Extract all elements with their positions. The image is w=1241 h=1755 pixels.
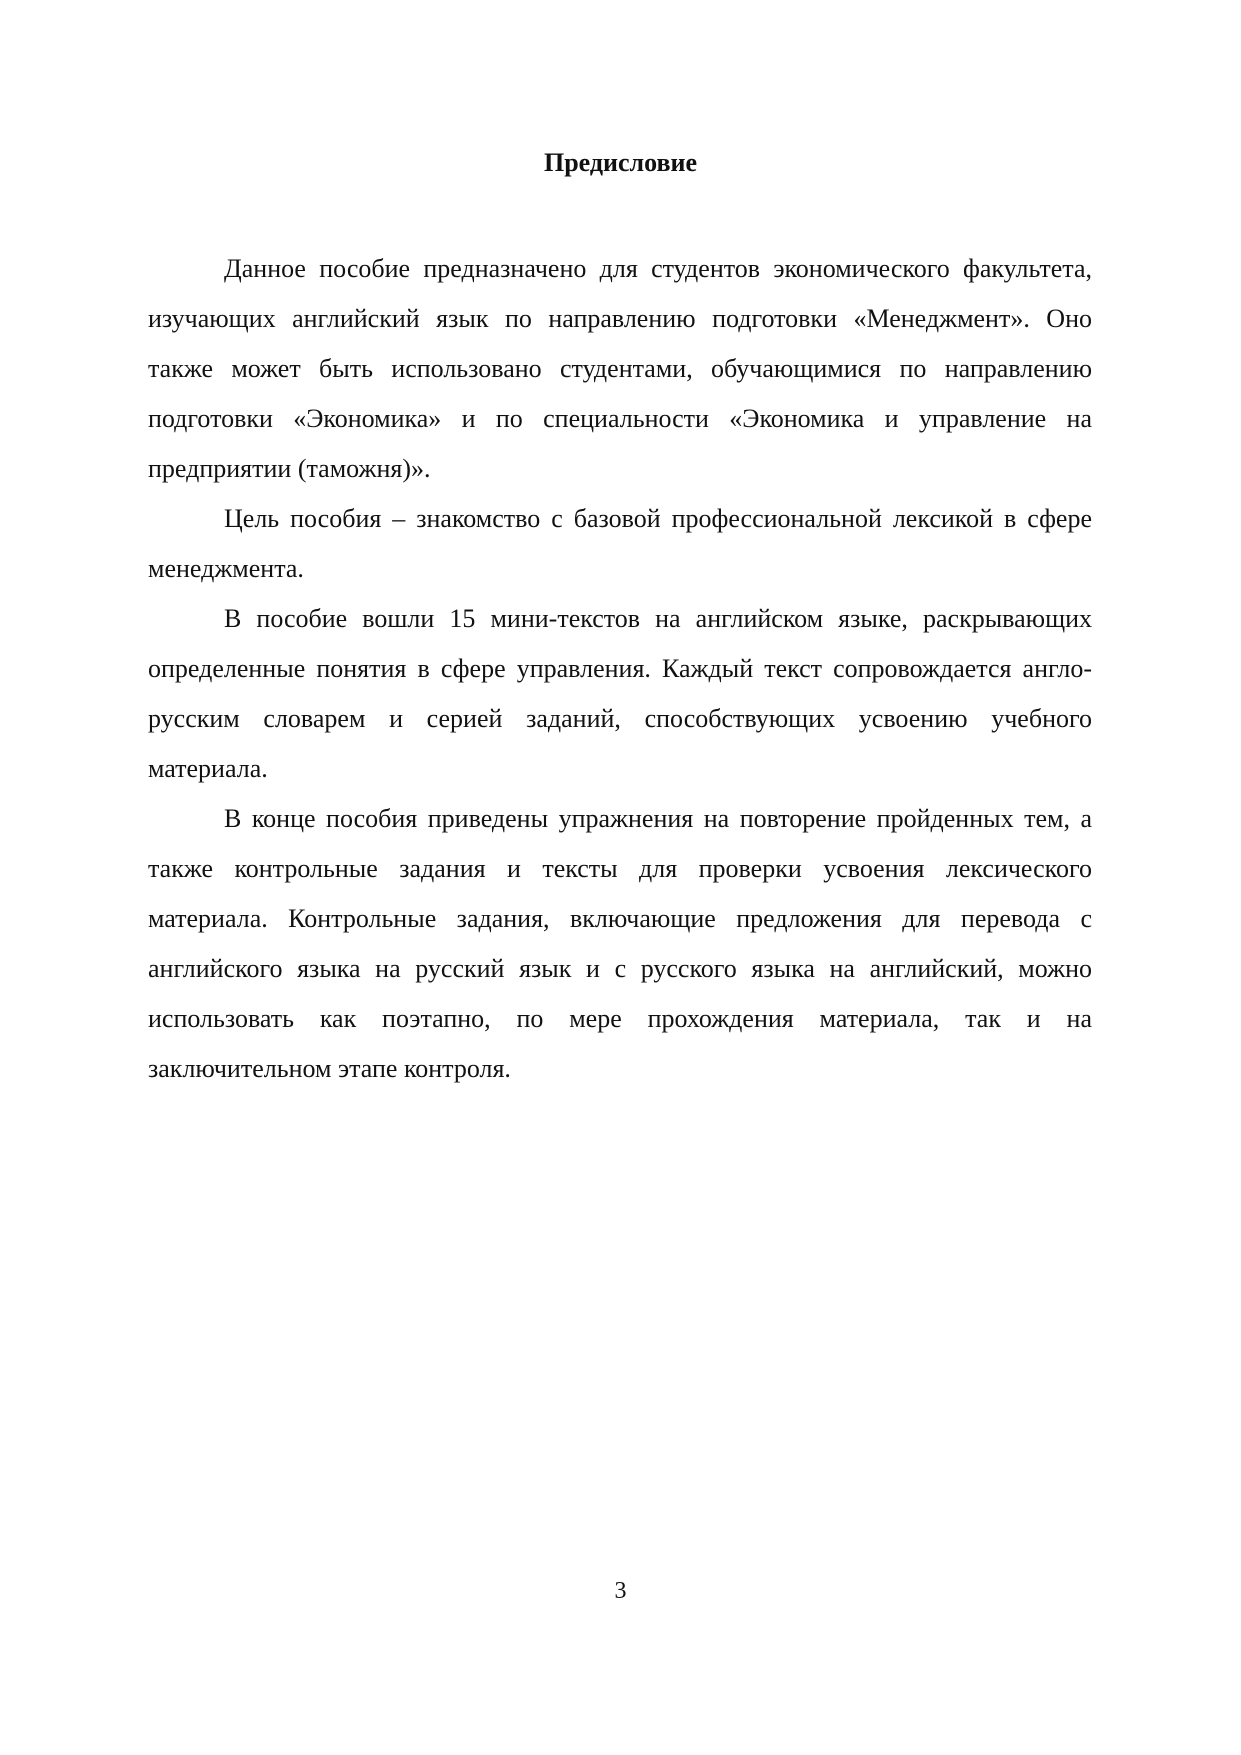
paragraph-exercises: В конце пособия приведены упражнения на повторение пройденных тем, а также контрольные задания и тексты для проверки усвоения лексического материала. Контрольные задания, включающие предложения для перевода с английского языка на русский язык и с русского языка на английский, можно использовать как поэтапно, по мере прохождения материала, так и на заключительном этапе контроля. (148, 804, 1092, 1083)
page-number: 3 (614, 1578, 627, 1604)
body-text (148, 244, 1092, 1094)
page-title: Предисловие (543, 148, 698, 177)
paragraph-contents: В пособие вошли 15 мини-текстов на английском языке, раскрывающих определенные понятия в сфере управления. Каждый текст сопровождается англо-русским словарем и серией заданий, способствующих усвоению учебного материала. (148, 604, 1092, 783)
paragraph-goal: Цель пособия – знакомство с базовой профессиональной лексикой в сфере менеджмента. (148, 504, 1092, 583)
paragraph-purpose: Данное пособие предназначено для студентов экономического факультета, изучающих английский язык по направлению подготовки «Менеджмент». Оно также может быть использовано студентами, обучающимися по направлению подготовки «Экономика» и по специальности «Экономика и управление на предприятии (таможня)». (148, 254, 1092, 483)
